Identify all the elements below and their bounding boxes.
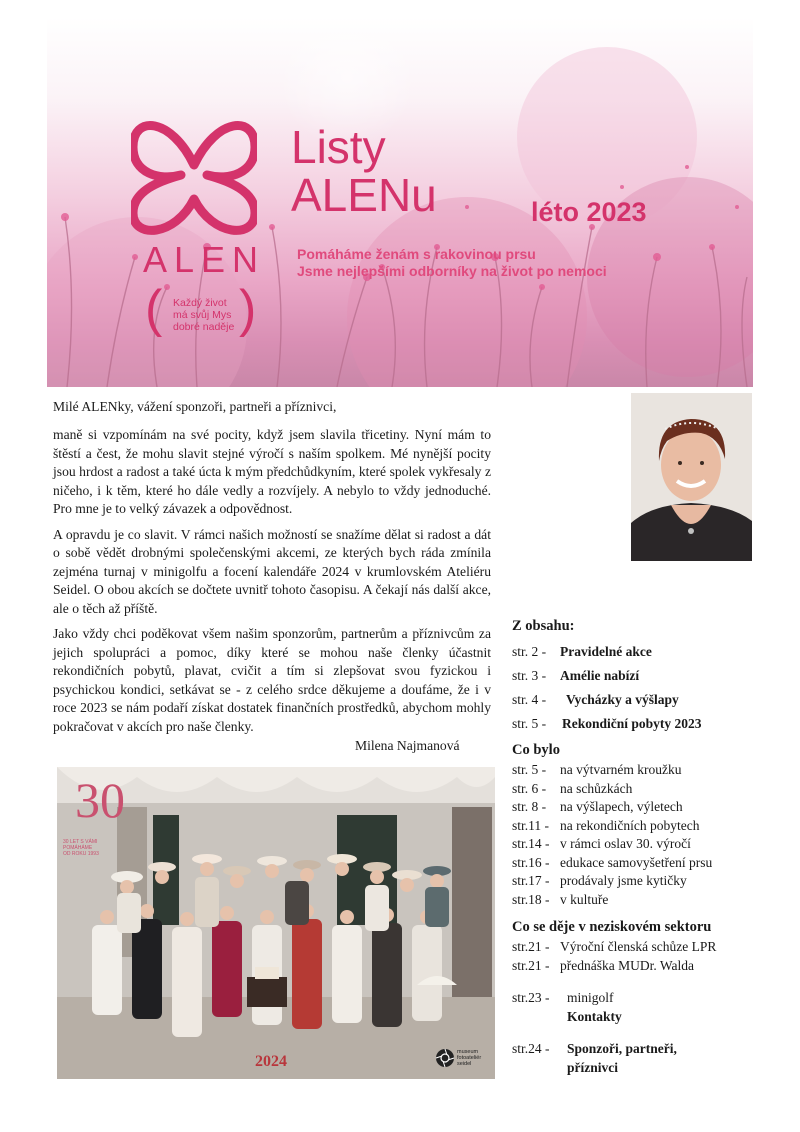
header-banner	[47, 17, 753, 387]
letter-greeting: Milé ALENky, vážení sponzoři, partneři a příznivci,	[53, 399, 337, 414]
toc-section-heading: Co se děje v neziskovém sektoru	[512, 919, 712, 935]
letter-paragraph: maně si vzpomínám na své pocity, když jsem slavila třicetiny. Nyní mám to štěstí a čest, že mohu slavit stejné výročí s naším spolkem. Mé nynější pocity jsou hrdost a radost a také úcta k mým předchůdkyním, které spolek vykřesaly z ničeho, i k těm, které ho dále vedly a rozvíjely. A nebylo to vždy jednoduché. Pro mne je to velký závazek a odpovědnost.	[53, 427, 491, 517]
portrait-image	[631, 393, 752, 561]
tagline: Pomáháme ženám s rakovinou prsu Jsme nejlepšími odborníky na život po nemoci	[297, 246, 607, 279]
toc-item[interactable]: str. 6 - na schůzkách	[512, 780, 633, 796]
issue-season: léto 2023	[531, 197, 647, 227]
toc-item[interactable]: str.23 - minigolf	[512, 990, 614, 1005]
toc-item[interactable]: str. 4 - Vycházky a výšlapy	[512, 692, 679, 707]
toc-item[interactable]: str. 3 - Amélie nabízí	[512, 668, 640, 683]
toc-item[interactable]: str.16 - edukace samovyšetření prsu	[512, 854, 713, 870]
toc-item[interactable]: str. 5 - Rekondiční pobyty 2023	[512, 716, 702, 731]
calendar-year: 2024	[255, 1053, 287, 1070]
toc-item[interactable]: str.24 - Sponzoři, partneři,	[512, 1041, 677, 1056]
logo-motto: Každý život má svůj Mys dobré naděje	[173, 297, 235, 333]
logo-wordmark: ALEN	[143, 239, 266, 280]
editorial-letter	[53, 398, 491, 743]
toc-item[interactable]: str.21 - přednáška MUDr. Walda	[512, 957, 695, 973]
toc-item[interactable]: str.17 - prodávaly jsme kytičky	[512, 873, 687, 888]
toc-item[interactable]: str.21 - Výroční členská schůze LPR	[512, 939, 717, 954]
studio-credit: museum fotoateliér seidel	[457, 1049, 482, 1067]
toc-item[interactable]: str.18 - v kultuře	[512, 891, 609, 907]
toc-section-heading: Co bylo	[512, 742, 560, 758]
logo-paren-left: (	[145, 280, 163, 338]
toc-item[interactable]: str. 2 - Pravidelné akce	[512, 644, 652, 659]
letter-paragraph: Jako vždy chci poděkovat všem našim sponzorům, partnerům a příznivcům za jejich spolupráci a pomoc, díky které se mohou naše členky účastnit rekondičních pobytů, plavat, cvičit a tím si zlepšovat svou fyzickou i psychickou kondici, setkávat se - z celého srdce děkujeme a doufáme, že i v roce 2023 se nám podaří získat dostatek finančních prostředků, abychom mohly pokračovat v akcích pro naše členky.	[53, 626, 491, 734]
table-of-contents	[512, 618, 762, 1077]
anniversary-number: 30	[75, 772, 125, 828]
author-portrait	[631, 393, 752, 561]
letter-paragraph: A opravdu je co slavit. V rámci našich možností se snažíme dělat si radost a dát o sobě vědět drobnými společenskými akcemi, ze kterých bych ráda zmínila zejména turnaj v minigolfu a focení kalendáře 2024 v krumlovském Ateliéru Seidel. O obou akcích se dočtete uvnitř tohoto časopisu. A čekají nás další akce, ale o těch až příště.	[53, 526, 491, 616]
newsletter-title: Listy ALENu	[291, 121, 437, 221]
toc-item[interactable]: příznivci	[567, 1059, 618, 1075]
toc-heading: Z obsahu:	[512, 618, 575, 634]
camera-aperture-icon	[435, 1048, 455, 1068]
logo-paren-right: )	[239, 280, 257, 338]
letter-signature: Milena Najmanová	[355, 738, 460, 753]
anniversary-caption: 30 LET S VÁMI POMÁHÁME OD ROKU 1993	[63, 839, 99, 857]
toc-item[interactable]: str. 5 - na výtvarném kroužku	[512, 762, 682, 777]
alen-logo-icon	[131, 107, 257, 239]
calendar-group-photo	[57, 767, 495, 1079]
toc-item[interactable]: Kontakty	[567, 1008, 622, 1024]
toc-item[interactable]: str.14 - v rámci oslav 30. výročí	[512, 836, 691, 851]
toc-item[interactable]: str.11 - na rekondičních pobytech	[512, 817, 700, 833]
toc-item[interactable]: str. 8 - na výšlapech, výletech	[512, 799, 683, 814]
